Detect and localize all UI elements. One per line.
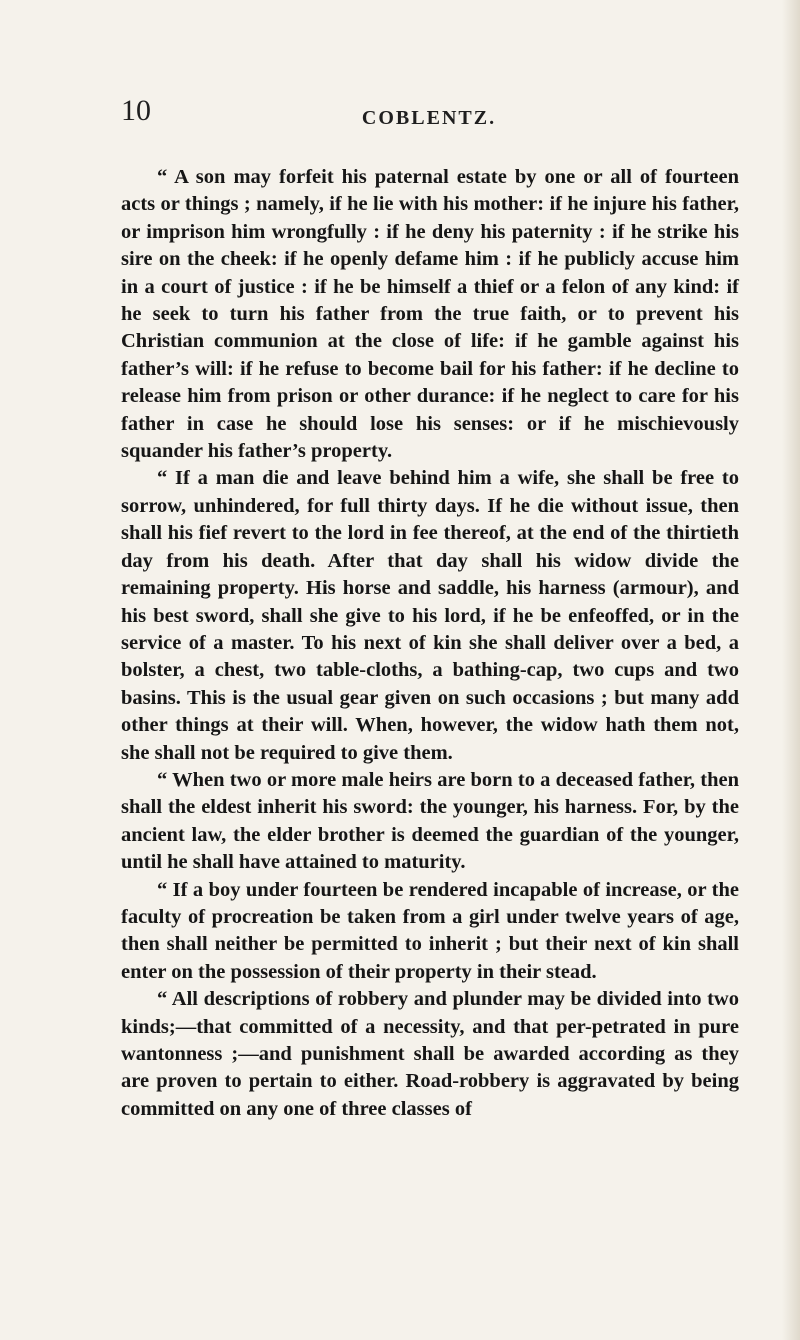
- paragraph-5: “ All descriptions of robbery and plunder may be divided into two kinds;—that committed of a necessity, and that per-petrated in pure wantonness ;—and punishment shall be awarded according as they are proven to pertain to either. Road-robbery is aggravated by being committed on any one of three classes of: [121, 988, 739, 1120]
- paragraph-3: “ When two or more male heirs are born to a deceased father, then shall the eldest inherit his sword: the younger, his harness. For, by the ancient law, the elder brother is deemed the guardian of the younger, until he shall have attained to maturity.: [121, 768, 739, 874]
- page-edge-shadow: [782, 0, 800, 1340]
- paragraph-1: “ A son may forfeit his paternal estate by one or all of fourteen acts or things ; namely, if he lie with his mother: if he injure his father, or imprison him wrongfully : if he deny his paternity : if he strike his sire on the cheek: if he openly defame him : if he publicly accuse him in a court of justice : if he be himself a thief or a felon of any kind: if he seek to turn his father from the true faith, or to prevent his Christian communion at the close of life: if he gamble against his father’s will: if he refuse to become bail for his father: if he decline to release him from prison or other durance: if he neglect to care for his father in case he should lose his senses: or if he mischievously squander his father’s property.: [121, 166, 739, 463]
- page-number: 10: [121, 94, 151, 127]
- body-text: [121, 164, 739, 1123]
- paragraph-4: “ If a boy under fourteen be rendered incapable of increase, or the faculty of procreation be taken from a girl under twelve years of age, then shall neither be permitted to inherit ; but their next of kin shall enter on the possession of their property in their stead.: [121, 878, 739, 983]
- page-header: [0, 94, 800, 134]
- running-head: COBLENTZ.: [361, 107, 497, 129]
- paragraph-2: “ If a man die and leave behind him a wife, she shall be free to sorrow, unhindered, for full thirty days. If he die without issue, then shall his fief revert to the lord in fee thereof, at the end of the thirtieth day from his death. After that day shall his widow divide the remaining property. His horse and saddle, his harness (armour), and his best sword, shall she give to his lord, if he be enfeoffed, or in the service of a master. To his next of kin she shall deliver over a bed, a bolster, a chest, two table-cloths, a bathing-cap, two cups and two basins. This is the usual gear given on such occasions ; but many add other things at their will. When, however, the widow hath them not, she shall not be required to give them.: [121, 467, 739, 764]
